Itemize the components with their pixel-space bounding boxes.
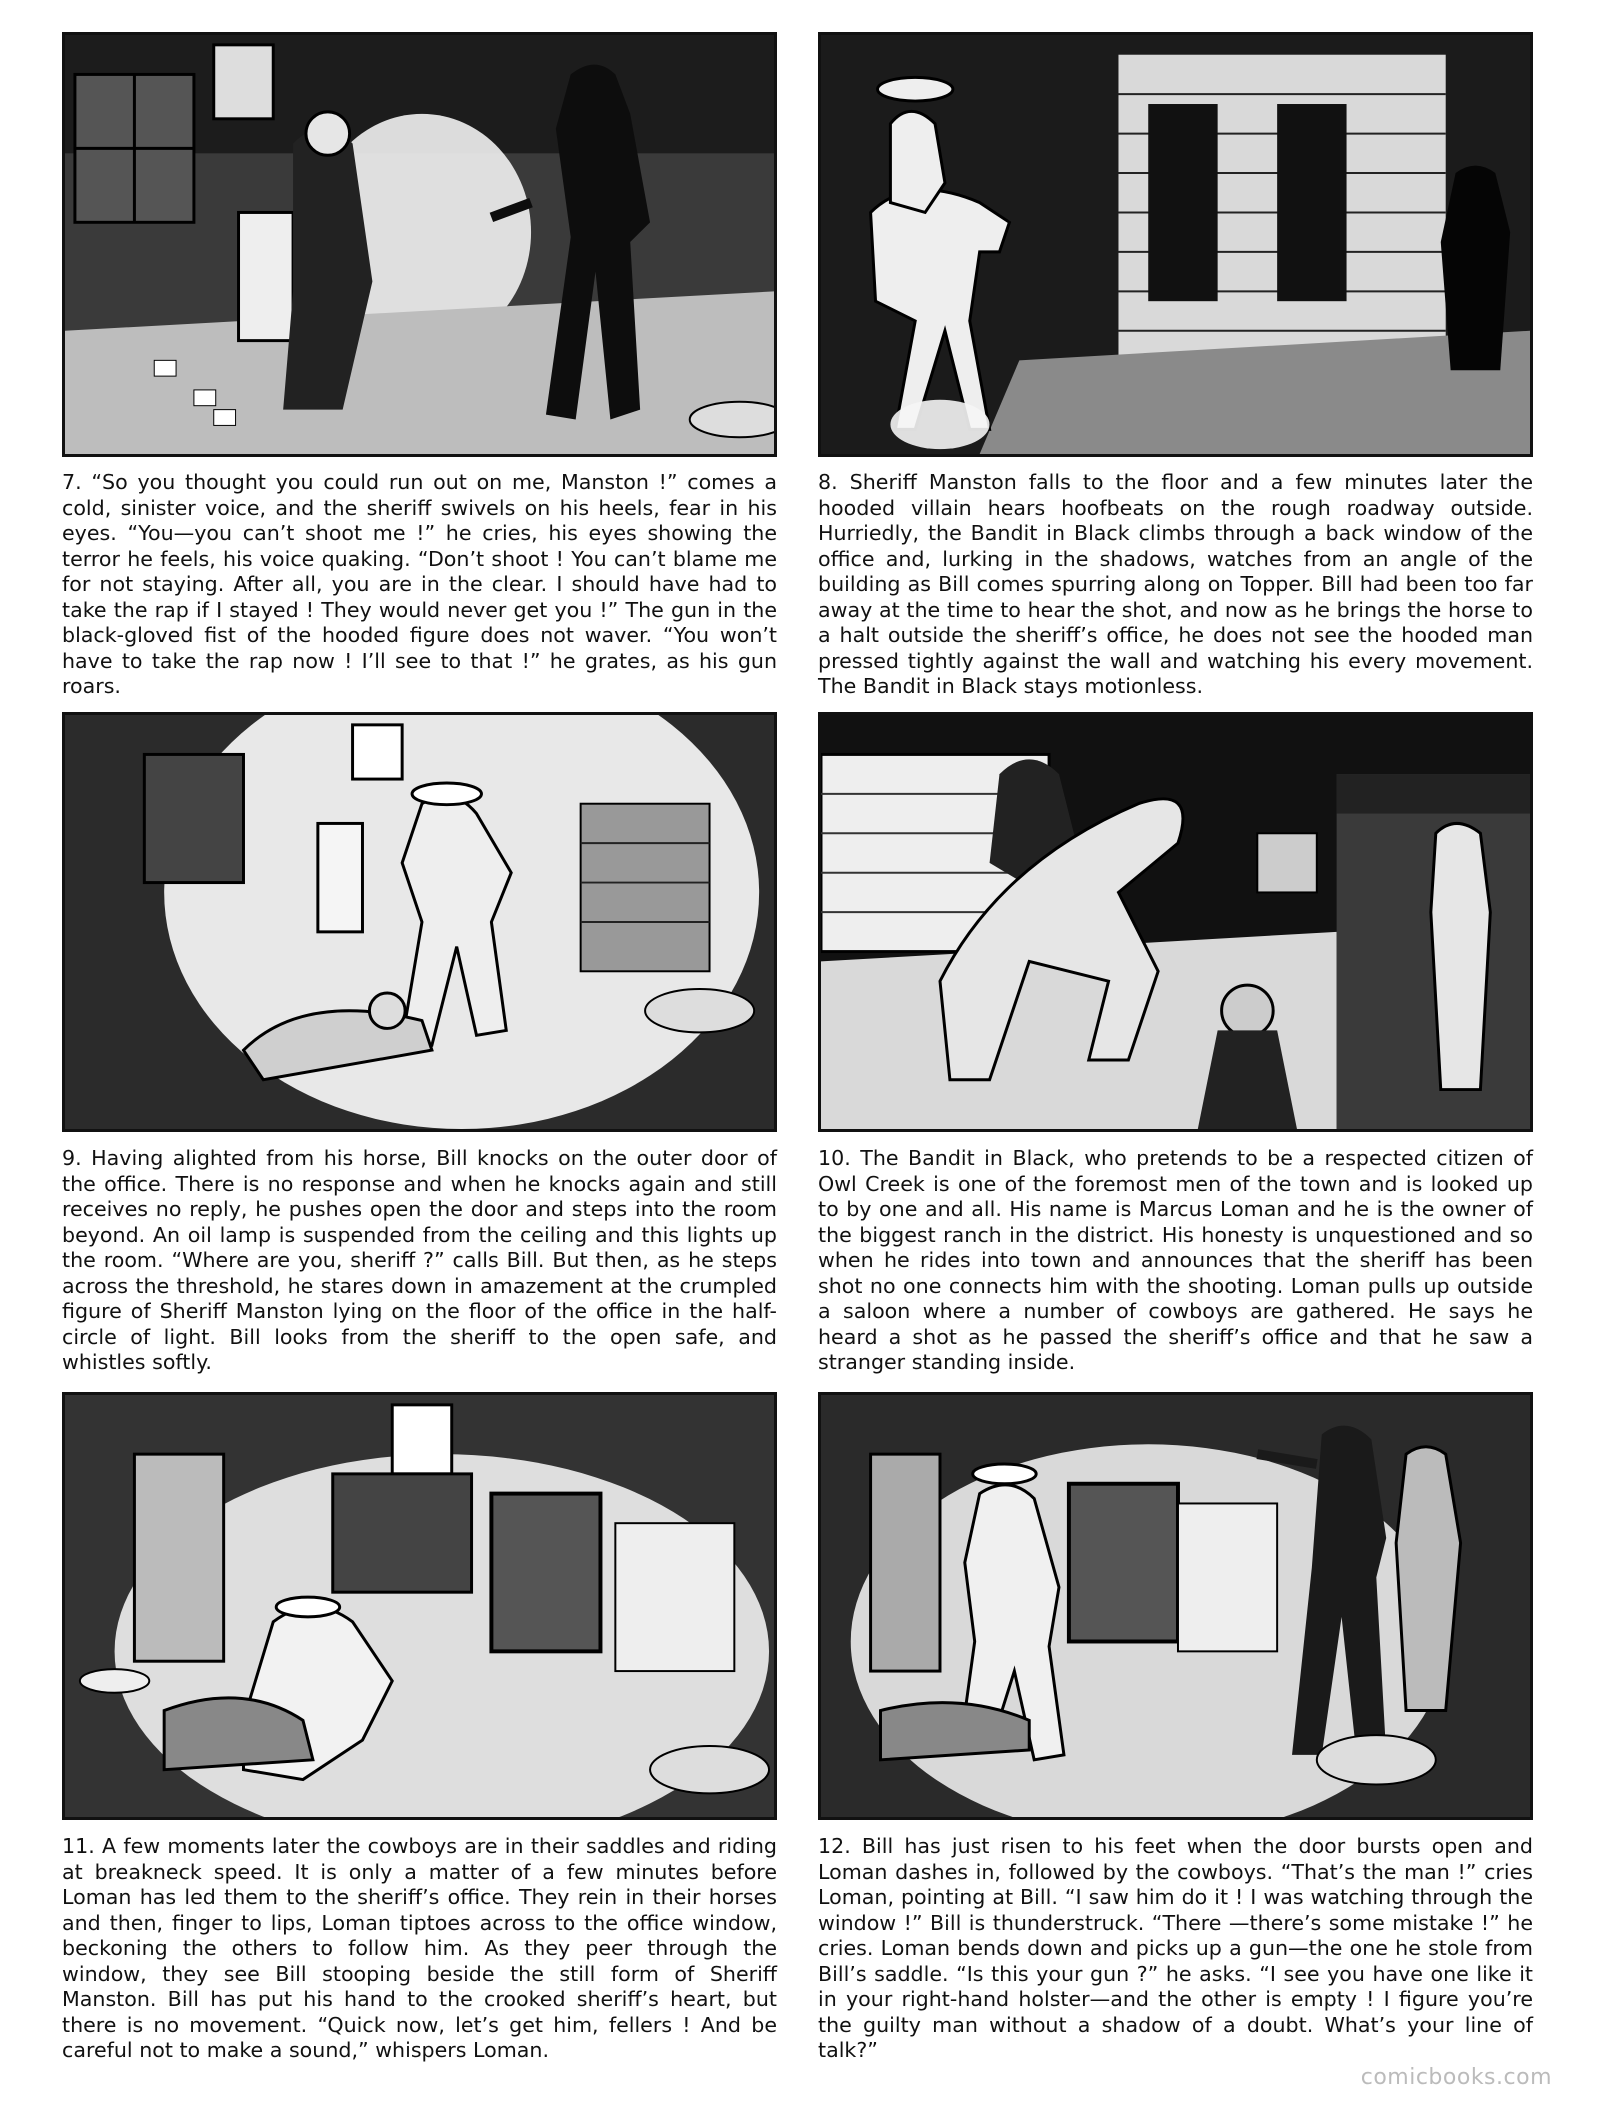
panel-12-illustration <box>821 1395 1530 1817</box>
panel-11-illustration <box>65 1395 774 1817</box>
panel-11-caption: 11. A few moments later the cowboys are in their saddles and riding at breakneck speed. It is only a matter of a few minutes before Loman has led them to the sheriff’s office. They rein in their horses and then, finger to lips, Loman tiptoes across to the office window, beckoning the others to follow him. As they peer through the window, they see Bill stooping beside the still form of Sheriff Manston. Bill has put his hand to the crooked sheriff’s heart, but there is no movement. “Quick now, let’s get him, fellers ! And be careful not to make a sound,” whispers Loman. <box>62 1834 777 2062</box>
panel-9-illustration <box>65 715 774 1129</box>
panel-9-caption: 9. Having alighted from his horse, Bill knocks on the outer door of the office. There is no response and when he knocks again and still receives no reply, he pushes open the door and steps into the room beyond. An oil lamp is suspended from the ceiling and this lights up the room. “Where are you, sheriff ?” calls Bill. But then, as he steps across the threshold, he stares down in amazement at the crumpled figure of Sheriff Manston lying on the floor of the office in the half-circle of light. Bill looks from the sheriff to the open safe, and whistles softly. <box>62 1146 777 1374</box>
panel-12-caption: 12. Bill has just risen to his feet when the door bursts open and Loman dashes in, followed by the cowboys. “That’s the man !” cries Loman, pointing at Bill. “I saw him do it ! I was watching through the window !” Bill is thunderstruck. “There —there’s some mistake !” he cries. Loman bends down and picks up a gun—the one he stole from Bill’s saddle. “Is this your gun ?” he asks. “I see you have one like it in your right-hand holster—and the other is empty ! I figure you’re the guilty man without a shadow of a doubt. What’s your line of talk?” <box>818 1834 1533 2062</box>
panel-9-art <box>62 712 777 1132</box>
panel-8-illustration <box>821 35 1530 454</box>
panel-10-caption: 10. The Bandit in Black, who pretends to be a respected citizen of Owl Creek is one of the foremost men of the town and is looked up to by one and all. His name is Marcus Loman and he is the owner of the biggest ranch in the district. His honesty is unquestioned and so when he rides into town and announces that the sheriff has been shot no one connects him with the shooting. Loman pulls up outside a saloon where a number of cowboys are gathered. He says he heard a shot as he passed the sheriff’s office and that he saw a stranger standing inside. <box>818 1146 1533 1374</box>
panel-8-caption: 8. Sheriff Manston falls to the floor and a few minutes later the hooded villain hears hoofbeats on the rough roadway outside. Hurriedly, the Bandit in Black climbs through a back window of the office and, lurking in the shadows, watches from an angle of the building as Bill comes spurring along on Topper. Bill had been too far away at the time to hear the shot, and now as he brings the horse to a halt outside the sheriff’s office, he does not see the hooded man pressed tightly against the wall and watching his every movement. The Bandit in Black stays motionless. <box>818 470 1533 698</box>
panel-12-art <box>818 1392 1533 1820</box>
panel-8-art <box>818 32 1533 457</box>
panel-7-art <box>62 32 777 457</box>
panel-10-illustration <box>821 715 1530 1129</box>
panel-7-illustration <box>65 35 774 454</box>
panel-10-art <box>818 712 1533 1132</box>
panel-11-art <box>62 1392 777 1820</box>
panel-7-caption: 7. “So you thought you could run out on me, Manston !” comes a cold, sinister voice, and the sheriff swivels on his heels, fear in his eyes. “You—you can’t shoot me !” he cries, his eyes showing the terror he feels, his voice quaking. “Don’t shoot ! You can’t blame me for not staying. After all, you are in the clear. I should have had to take the rap if I stayed ! They would never get you !” The gun in the black-gloved fist of the hooded figure does not waver. “You won’t have to take the rap now ! I’ll see to that !” he grates, as his gun roars. <box>62 470 777 698</box>
site-watermark: comicbooks.com <box>1360 2065 1552 2090</box>
